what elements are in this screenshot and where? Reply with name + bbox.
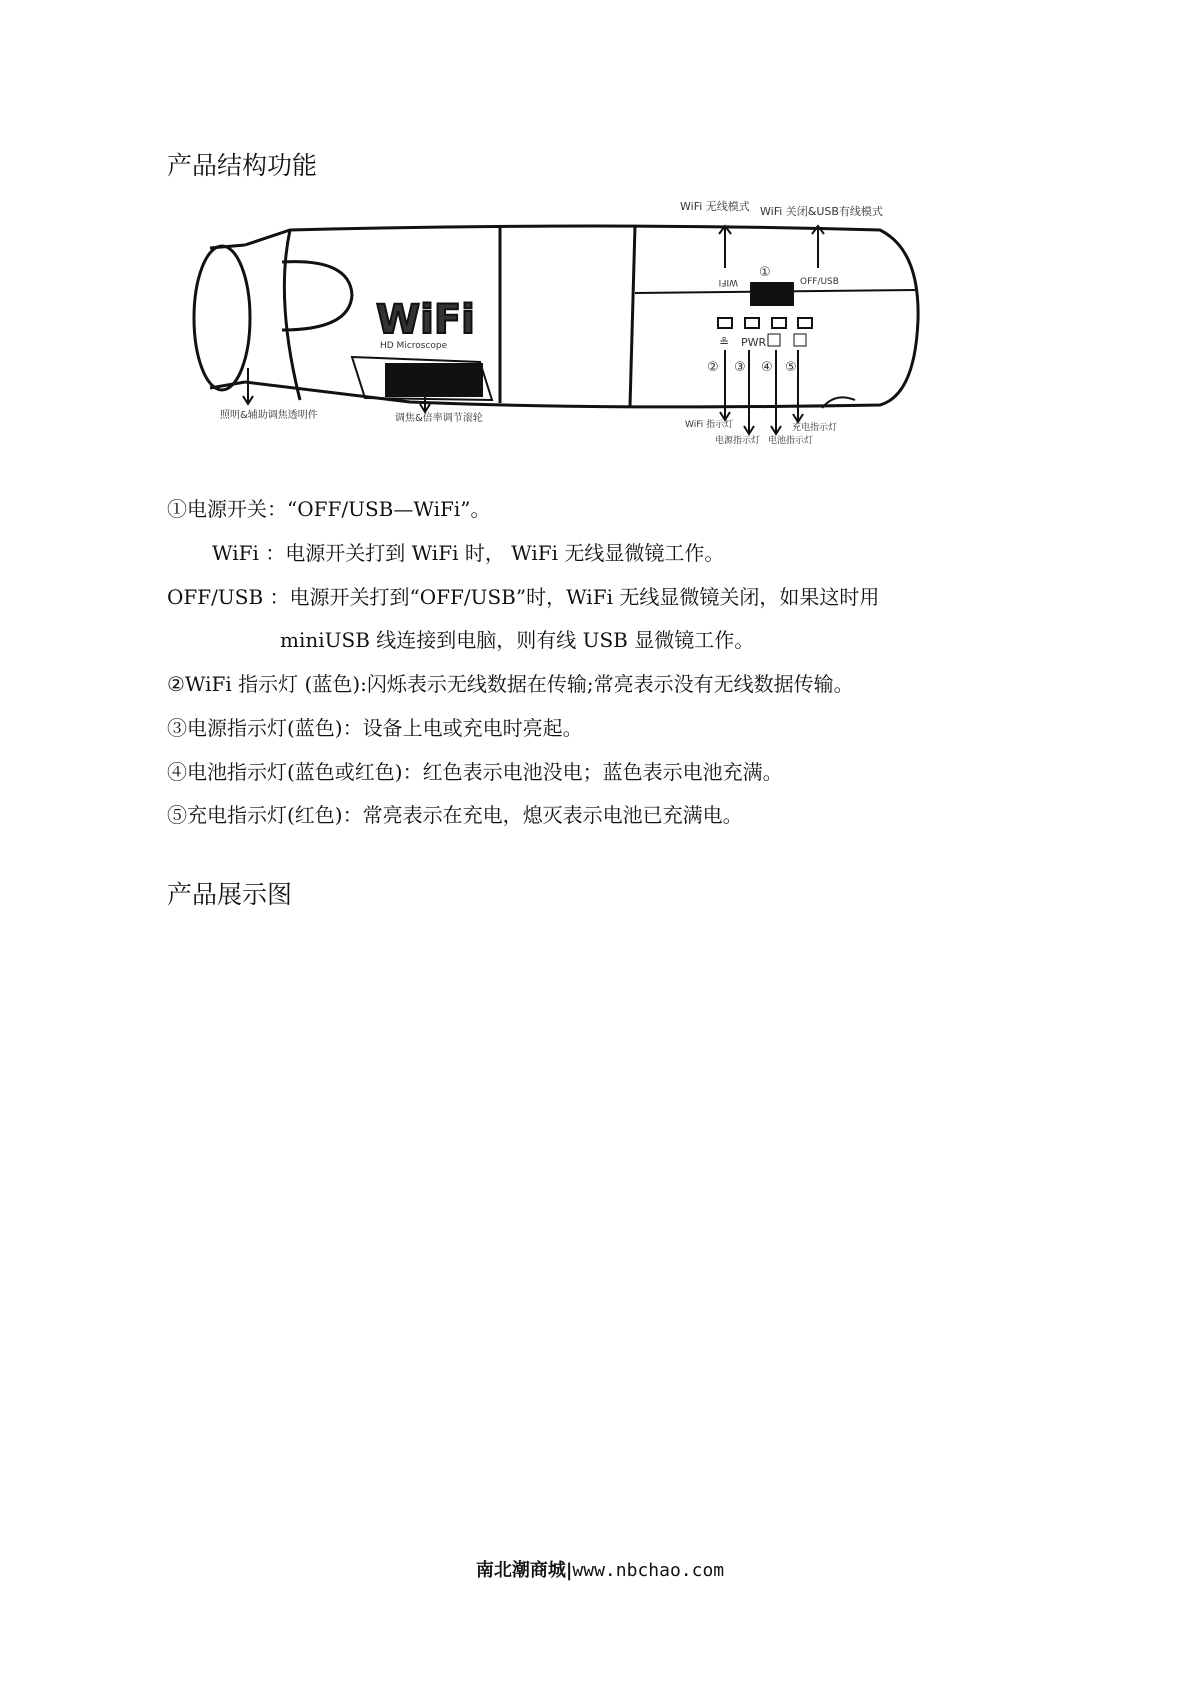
para-offusb: OFF/USB ：电源开关打到“OFF/USB”时，WiFi 无线显微镜关闭，如果这时用 [167, 585, 880, 609]
num-1: ① [759, 265, 771, 280]
logo-subtitle: HD Microscope [380, 341, 448, 351]
power-switch [750, 282, 794, 306]
num-4: ④ [761, 360, 773, 375]
label-battery-led: 电池指示灯 [768, 436, 814, 446]
focus-wheel [385, 363, 483, 397]
num-5: ⑤ [785, 360, 797, 375]
footer: 南北潮商城|www.nbchao.com [475, 1560, 725, 1581]
para-charge-led: ⑤充电指示灯(红色)：常亮表示在充电，熄灭表示电池已充满电。 [167, 803, 743, 827]
label-light: 照明&辅助调焦透明件 [220, 410, 318, 421]
para-battery-led: ④电池指示灯(蓝色或红色)：红色表示电池没电；蓝色表示电池充满。 [167, 760, 783, 784]
para-power-led: ③电源指示灯(蓝色)：设备上电或充电时亮起。 [167, 716, 583, 740]
footer-url[interactable]: www.nbchao.com [572, 1560, 725, 1581]
charge-icon [794, 334, 806, 346]
label-wifi-mode: WiFi 无线模式 [680, 200, 750, 213]
num-2: ② [707, 360, 719, 375]
para-wifi-led: ②WiFi 指示灯 (蓝色):闪烁表示无线数据在传输;常亮表示没有无线数据传输。 [167, 672, 854, 696]
section-title-display: 产品展示图 [167, 880, 293, 909]
switch-label-wifi: WIFI [718, 277, 738, 287]
microscope-diagram [0, 0, 1200, 500]
section-title-structure: 产品结构功能 [167, 151, 318, 180]
label-wifi-led: WiFi 指示灯 [685, 420, 734, 430]
label-power-led: 电源指示灯 [715, 436, 761, 446]
para-power-switch: ①电源开关：“OFF/USB—WiFi”。 [167, 497, 491, 521]
label-usb-mode: WiFi 关闭&USB有线模式 [760, 205, 883, 218]
label-charge-led: 充电指示灯 [792, 423, 838, 433]
window [282, 262, 352, 330]
wifi-logo: WiFi [376, 297, 475, 343]
para-wifi: WiFi ：电源开关打到 WiFi 时， WiFi 无线显微镜工作。 [212, 541, 725, 565]
pwr-icon: PWR [741, 336, 767, 349]
switch-label-off: OFF/USB [800, 277, 839, 287]
wifi-icon: ≗ [719, 335, 730, 349]
label-wheel: 调焦&倍率调节滚轮 [395, 413, 483, 424]
battery-icon [768, 334, 780, 346]
para-offusb-cont: miniUSB 线连接到电脑，则有线 USB 显微镜工作。 [280, 628, 755, 652]
lens-cap [194, 246, 250, 390]
footer-brand: 南北潮商城 [475, 1560, 566, 1581]
num-3: ③ [734, 360, 746, 375]
